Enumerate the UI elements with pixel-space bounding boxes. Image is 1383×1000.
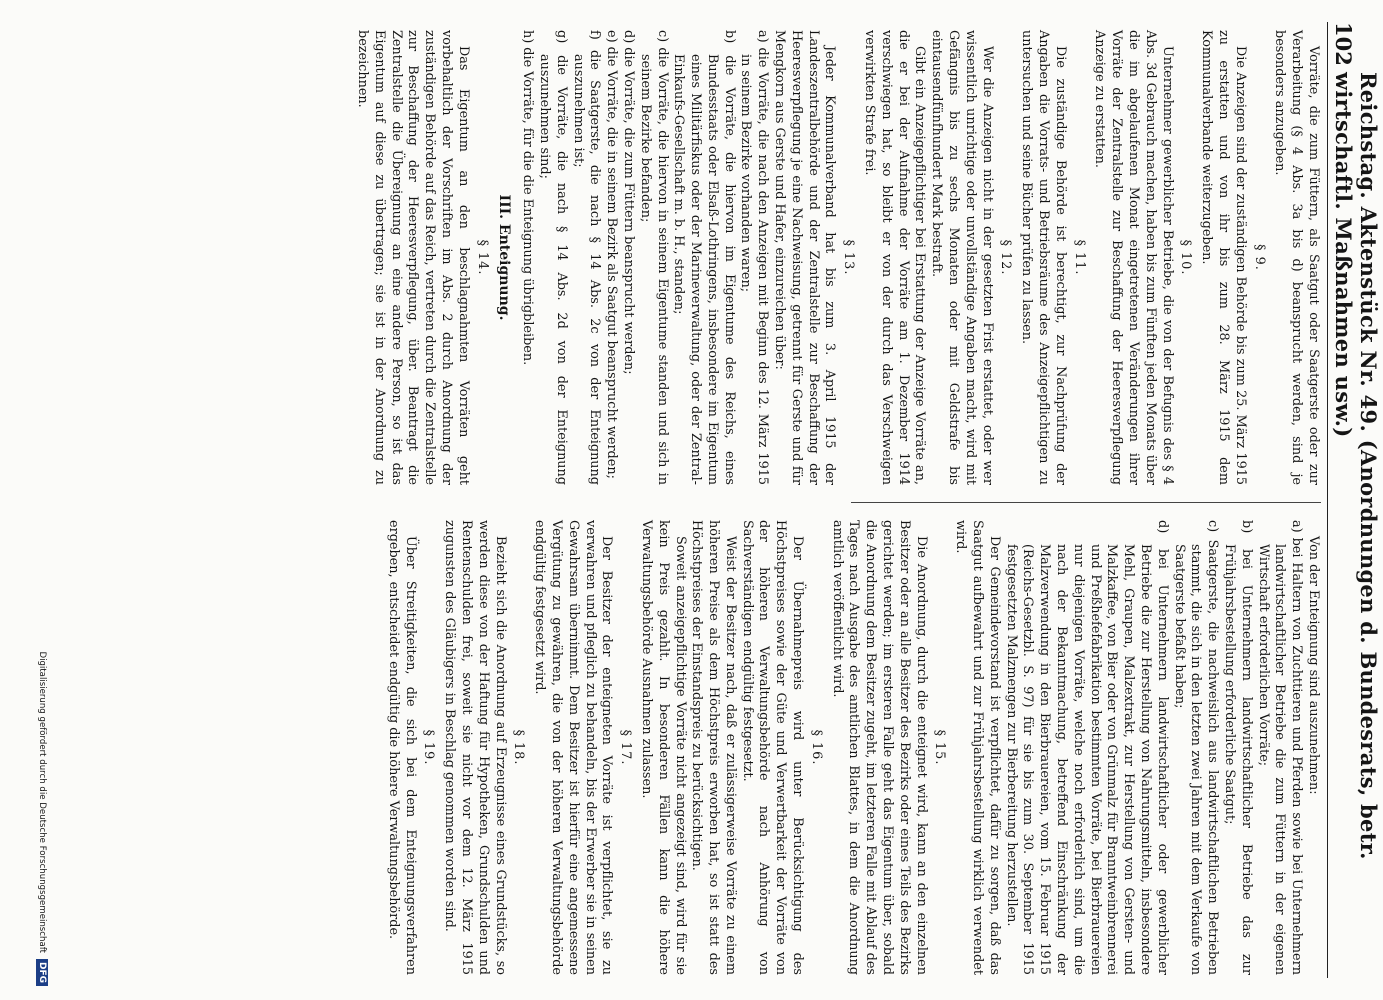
list-item: a) die Vorräte, die nach den Anzeigen mit Beginn des 12. März 1915 in seinem Bezirke vorhanden waren; (738, 30, 771, 485)
list-item: c) die Vorräte, die hiervon in seinem Eigentume standen und sich in seinem Bezirke befanden; (637, 30, 670, 485)
section-number: § 12. (998, 239, 1014, 276)
dfg-logo: DFG (36, 959, 48, 986)
page-header (1327, 22, 1381, 978)
list-item: b) bei Unternehmern landwirtschaftlicher Betriebe das zur Frühjahrsbestellung erforderliche Saatgut; (1222, 520, 1254, 975)
section-heading: III. Enteignung. (496, 194, 513, 321)
list-item: f) die Saatgerste, die nach § 14 Abs. 2c von der Enteignung auszunehmen ist; (570, 30, 603, 485)
page-title: Reichstag. Aktenstück Nr. 49. (Anordnungen d. Bundesrats, betr. wirtschaftl. Maßnahmen usw.) (1331, 72, 1381, 860)
paragraph: Gibt ein Anzeigepflichtiger bei Erstattung der Anzeige Vorräte an, die er bei der Aufnahme der Vorräte am 1. Dezember 1914 verschwiegen hat, so bleibt er von der durch das Verschweigen verwirkten Strafe frei. (862, 30, 928, 485)
paragraph: Die Anordnung, durch die enteignet wird, kann an den einzelnen Besitzer oder an alle Besitzer des Bezirks oder eines Teils des Bezirks gerichtet werden; im ersteren Falle geht das Eigentum über, sobald die Anordnung dem Besitzer zugeht, im letzteren Falle mit Ablauf des Tages nach Ausgabe des amtlichen Blattes, in dem die Anordnung amtlich veröffentlicht wird. (829, 520, 929, 975)
section-number: § 15. (932, 729, 948, 766)
list-item: e) die Vorräte, die in seinem Bezirk als Saatgut beansprucht werden; (604, 30, 620, 479)
section-number: § 14. (474, 239, 490, 276)
list-item: a) bei Haltern von Zuchttieren und Pferden sowie bei Unternehmern landwirtschaftlicher Betriebe die zum Füttern in der eigenen Wirtschaft erforderlichen Vorräte; (1255, 520, 1305, 975)
section-number: § 10. (1178, 239, 1194, 276)
credit-text: Digitalisierung gefördert durch die Deutsche Forschungsgemeinschaft (37, 651, 47, 953)
list-item: c) Saatgerste, die nachweislich aus landwirtschaftlichen Betrieben stammt, die sich in den letzten zwei Jahren mit dem Verkaufe von Saatgerste befaßt haben; (1171, 520, 1221, 975)
paragraph: Über Streitigkeiten, die sich bei dem Enteignungsverfahren ergeben, entscheidet endgültig die höhere Verwaltungsbehörde. (385, 520, 418, 975)
section-number: § 19. (421, 729, 437, 766)
section-number: § 11. (1071, 239, 1087, 276)
paragraph: Der Besitzer der enteigneten Vorräte ist verpflichtet, sie zu verwahren und pfleglich zu behandeln, bis der Erwerber sie in seinen Gewahrsam übernimmt. Dem Besitzer ist hierfür eine angemessene Vergütung zu gewähren, die von der höheren Verwaltungsbehörde endgültig festgesetzt wird. (532, 520, 615, 975)
list-item: g) die Vorräte, die nach § 14 Abs. 2d von der Enteignung auszunehmen sind; (536, 30, 569, 485)
paragraph: Jeder Kommunalverband hat bis zum 3. April 1915 der Landeszentralbehörde und der Zentralstelle zur Beschaffung der Heeresverpflegung je eine Nachweisung, getrennt für Gerste und für Mengkorn aus Gerste und Hafer, einzureichen über: (772, 30, 838, 485)
paragraph: Unternehmer gewerblicher Betriebe, die von der Befugnis des § 4 Abs. 3d Gebrauch machen, haben bis zum Fünften jeden Monats über die im abgelaufenen Monat eingetretenen Veränderungen ihrer Vorräte der Zentralstelle zur Beschaffung der Heeresverpflegung Anzeige zu erstatten. (1092, 30, 1175, 485)
list-item: d) bei Unternehmern landwirtschaftlicher oder gewerblicher Betriebe die zur Herstellung von Nahrungsmitteln, insbesondere Mehl, Graupen, Malzextrakt, zur Herstellung von Gersten- und Malzkaffee, von Bier oder von Grünmalz für Branntweinbrennerei und Preßhefefabrikation bestimmten Vorräte, bei Bierbrauereien nur diejenigen Vorräte, welche noch erforderlich sind, um die nach der Bekanntmachung, betreffend Einschränkung der Malzverwendung in den Bierbrauereien, vom 15. Februar 1915 (Reichs-Gesetzbl. S. 97) für sie bis zum 30. September 1915 festgesetzten Malzmengen zur Bierbereitung herzustellen. (1003, 520, 1170, 975)
list-item: b) die Vorräte, die hiervon im Eigentume des Reichs, eines Bundesstaats oder Elsaß-Lothringens, insbesondere im Eigentum eines Militärfiskus oder der Marineverwaltung, oder der Zentral-Einkaufs-Gesellschaft m. b. H., standen; (671, 30, 737, 485)
paragraph: Soweit anzeigepflichtige Vorräte nicht angezeigt sind, wird für sie kein Preis gezahlt. In besonderen Fällen kann die höhere Verwaltungsbehörde Ausnahmen zulassen. (638, 520, 688, 975)
paragraph: Von der Enteignung sind auszunehmen: (1306, 536, 1321, 795)
paragraph: Vorräte, die zum Füttern, als Saatgut oder Saatgerste oder zur Verarbeitung (§ 4 Abs. 3a bis d) beansprucht werden, sind je besonders anzugeben. (1272, 30, 1321, 485)
right-text-column (384, 520, 1321, 975)
digitization-credit (36, 651, 48, 986)
page-number: 102 (1331, 22, 1356, 66)
list-item: h) die Vorräte, für die die Enteignung übrigbleiben. (520, 30, 536, 366)
paragraph: Die zuständige Behörde ist berechtigt, zur Nachprüfung der Angaben die Vorrats- und Betriebsräume des Anzeigepflichtigen zu untersuchen und seine Bücher prüfen zu lassen. (1019, 30, 1068, 485)
section-number: § 18. (511, 729, 527, 766)
paragraph: Der Übernahmepreis wird unter Berücksichtigung des Höchstpreises sowie der Güte und Verwertbarkeit der Vorräte von der höheren Verwaltungsbehörde nach Anhörung von Sachverständigen endgültig festgesetzt. (739, 520, 806, 975)
column-divider (851, 502, 1321, 503)
list-item: d) die Vorräte, die zum Füttern beansprucht werden; (620, 30, 636, 375)
section-number: § 13. (841, 239, 857, 276)
paragraph: Der Gemeindevorstand ist verpflichtet, dafür zu sorgen, daß das Saatgut aufbewahrt und zur Frühjahrsbestellung wirklich verwendet wird. (953, 520, 1002, 975)
section-number: § 16. (808, 729, 824, 766)
section-number: § 9. (1251, 244, 1267, 271)
section-number: § 17. (618, 729, 634, 766)
paragraph: Das Eigentum an den beschlagnahmten Vorräten geht vorbehaltlich der Vorschriften im Abs. 2 durch Anordnung der zuständigen Behörde auf das Reich, vertreten durch die Zentralstelle zur Beschaffung der Heeresverpflegung, über. Beantragt die Zentralstelle die Übereignung an eine andere Person, so ist das Eigentum auf diese zu übertragen; sie ist in der Anordnung zu bezeichnen. (354, 30, 471, 485)
paragraph: Bezieht sich die Anordnung auf Erzeugnisse eines Grundstücks, so werden diese von der Haftung für Hypotheken, Grundschulden und Rentenschulden frei, soweit sie nicht vor dem 12. März 1915 zugunsten des Gläubigers in Beschlag genommen worden sind. (442, 520, 508, 975)
paragraph: Wer die Anzeigen nicht in der gesetzten Frist erstattet, oder wer wissentlich unrichtige oder unvollständige Angaben macht, wird mit Gefängnis bis zu sechs Monaten oder mit Geldstrafe bis eintausendfünfhundert Mark bestraft. (929, 30, 995, 485)
paragraph: Weist der Besitzer nach, daß er zulässigerweise Vorräte zu einem höheren Preise als dem Höchstpreis erworben hat, so ist statt des Höchstpreises der Einstandspreis zu berücksichtigen. (689, 520, 738, 975)
left-text-column (353, 30, 1321, 485)
paragraph: Die Anzeigen sind der zuständigen Behörde bis zum 25. März 1915 zu erstatten und von ihr bis zum 28. März 1915 dem Kommunalverbande weiterzugeben. (1199, 30, 1248, 485)
